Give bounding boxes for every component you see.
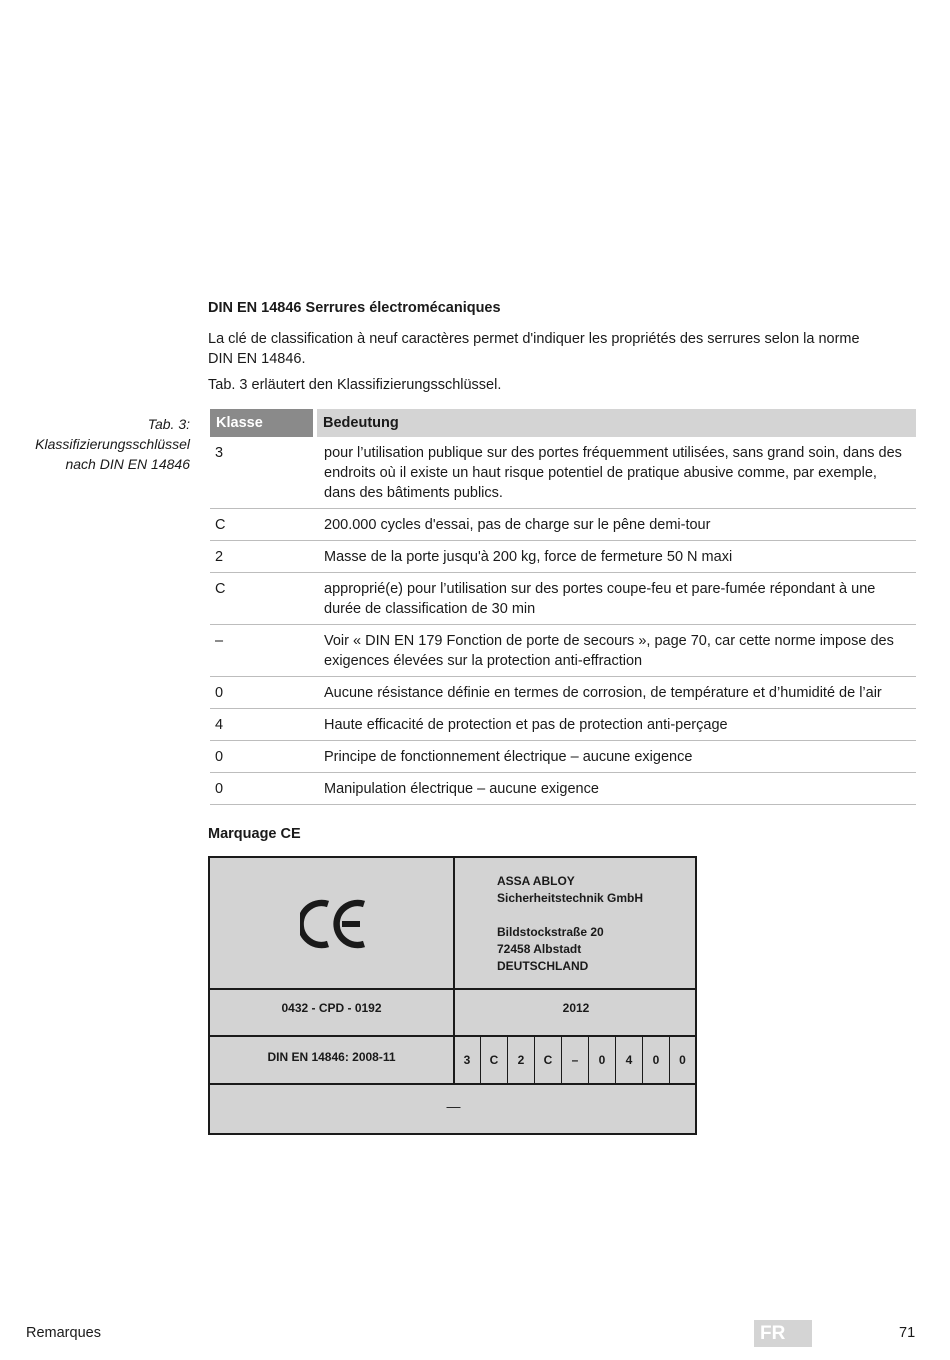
cell-klasse: C: [210, 509, 317, 541]
header-klasse: Klasse: [210, 409, 317, 437]
footer-section-label: Remarques: [26, 1325, 101, 1341]
key-digit: 0: [588, 1036, 615, 1084]
caption-line: nach DIN EN 14846: [65, 456, 190, 472]
address-line: 72458 Albstadt: [497, 942, 582, 956]
intro-line: DIN EN 14846.: [208, 351, 306, 367]
table-row: [210, 509, 916, 541]
page-number: 71: [899, 1325, 916, 1341]
cell-klasse: –: [210, 625, 317, 677]
header-bedeutung: Bedeutung: [317, 409, 916, 437]
intro-line: La clé de classification à neuf caractères permet d'indiquer les propriétés des serrures selon la norme: [208, 331, 860, 347]
table-row: [210, 741, 916, 773]
cell-klasse: 0: [210, 773, 317, 805]
key-digit: 2: [507, 1036, 534, 1084]
address-line: DEUTSCHLAND: [497, 959, 589, 973]
table-row: [210, 437, 916, 509]
cell-klasse: C: [210, 573, 317, 625]
classification-key: [453, 1036, 696, 1084]
table-row: [210, 677, 916, 709]
address-line: Bildstockstraße 20: [497, 925, 604, 939]
address-line: [497, 907, 643, 924]
table-row: [210, 709, 916, 741]
cell-bedeutung: Aucune résistance définie en termes de corrosion, de température et d’humidité de l’air: [317, 677, 916, 709]
key-digit: –: [561, 1036, 588, 1084]
key-digit: 4: [615, 1036, 642, 1084]
table-row: [210, 573, 916, 625]
key-digit: C: [534, 1036, 561, 1084]
standard-reference: DIN EN 14846: 2008-11: [267, 1050, 396, 1064]
divider: [210, 988, 697, 990]
table-row: [210, 541, 916, 573]
caption-line: Tab. 3:: [147, 416, 190, 432]
manufacturer-address: [497, 873, 643, 975]
cell-klasse: 4: [210, 709, 317, 741]
table-row: [210, 773, 916, 805]
cell-bedeutung: 200.000 cycles d'essai, pas de charge sur le pêne demi-tour: [317, 509, 916, 541]
key-digit: 0: [642, 1036, 669, 1084]
caption-line: Klassifizierungsschlüssel: [35, 436, 190, 452]
table-reference: Tab. 3 erläutert den Klassifizierungsschlüssel.: [208, 377, 502, 393]
cell-bedeutung: Manipulation électrique – aucune exigence: [317, 773, 916, 805]
section-title: DIN EN 14846 Serrures électromécaniques: [208, 300, 501, 316]
cell-bedeutung: Masse de la porte jusqu'à 200 kg, force de fermeture 50 N maxi: [317, 541, 916, 573]
ce-marking-title: Marquage CE: [208, 826, 301, 842]
certificate-number: 0432 - CPD - 0192: [281, 1001, 382, 1015]
cell-klasse: 0: [210, 677, 317, 709]
cell-bedeutung: Principe de fonctionnement électrique – aucune exigence: [317, 741, 916, 773]
cell-bedeutung: Voir « DIN EN 179 Fonction de porte de secours », page 70, car cette norme impose des exigences élevées sur la protection anti-effraction: [317, 625, 916, 677]
cell-klasse: 3: [210, 437, 317, 509]
cell-bedeutung: Haute efficacité de protection et pas de protection anti-perçage: [317, 709, 916, 741]
address-line: Sicherheitstechnik GmbH: [497, 891, 644, 905]
cell-bedeutung: approprié(e) pour l’utilisation sur des portes coupe-feu et pare-fumée répondant à une durée de classification de 30 min: [317, 573, 916, 625]
ce-mark-icon: [300, 898, 368, 950]
bottom-field: —: [446, 1098, 461, 1114]
cell-klasse: 2: [210, 541, 317, 573]
table-caption: [20, 414, 190, 474]
classification-table: [210, 409, 916, 805]
cell-bedeutung: pour l’utilisation publique sur des portes fréquemment utilisées, sans grand soin, dans des endroits où il existe un haut risque potentiel de pratique abusive comme, par exemple, dans des bâtiments publics.: [317, 437, 916, 509]
language-badge: FR: [754, 1320, 812, 1347]
table-row: [210, 625, 916, 677]
intro-paragraph: [208, 329, 908, 369]
key-digit: 0: [669, 1036, 696, 1084]
table-header-row: [210, 409, 916, 437]
address-line: ASSA ABLOY: [497, 874, 575, 888]
ce-marking-label: [208, 856, 697, 1135]
year: 2012: [562, 1001, 590, 1015]
cell-klasse: 0: [210, 741, 317, 773]
key-digit: C: [480, 1036, 507, 1084]
key-digit: 3: [453, 1036, 480, 1084]
